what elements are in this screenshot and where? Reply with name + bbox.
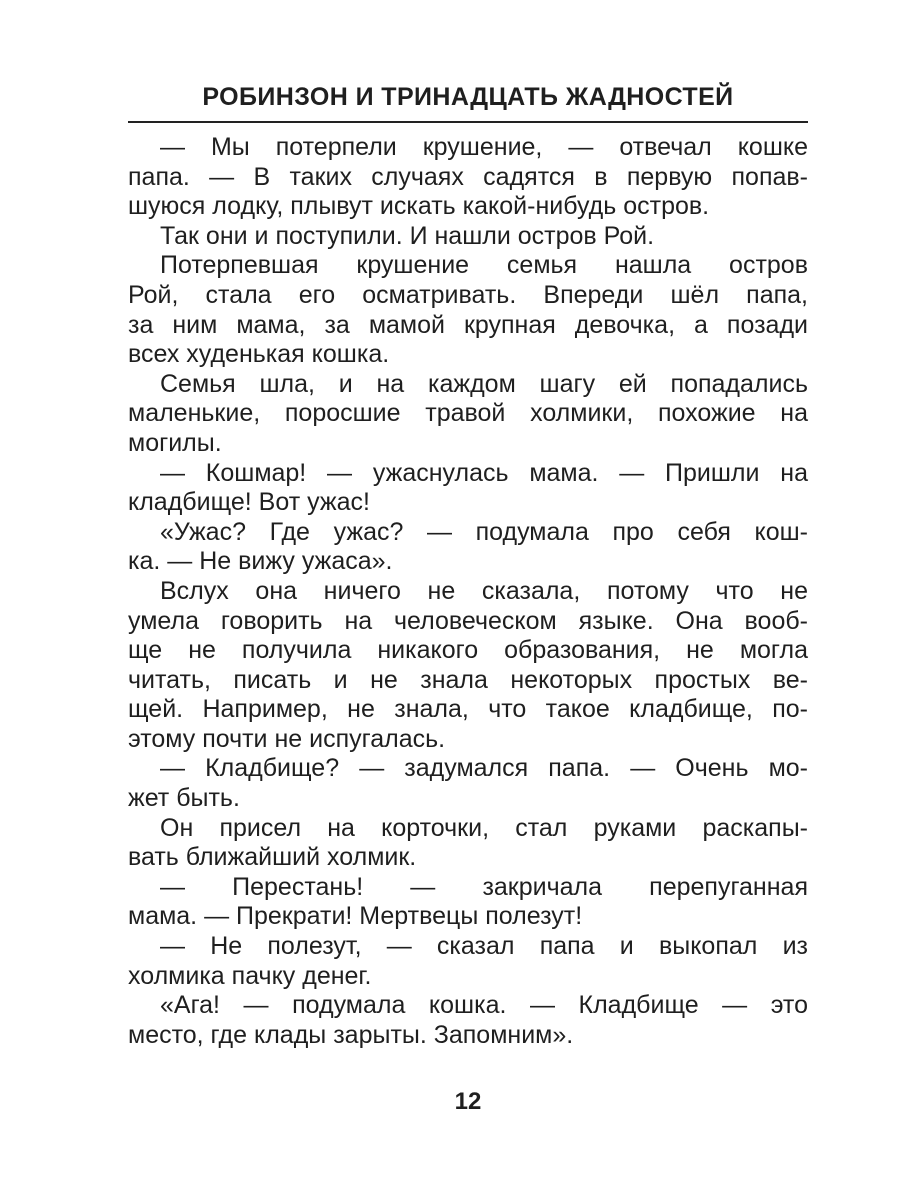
text-line: ще не получила никакого образования, не могла	[128, 636, 808, 665]
text-line: Рой, стала его осматривать. Впереди шёл папа,	[128, 280, 808, 309]
text-line: умела говорить на человеческом языке. Она вооб-	[128, 606, 808, 635]
text-line: — Мы потерпели крушение, — отвечал кошке	[160, 133, 808, 161]
text-line: место, где клады зарыты. Запомним».	[128, 1020, 574, 1049]
text-line: — Кошмар! — ужаснулась мама. — Пришли на	[160, 458, 808, 487]
text-line: мама. — Прекрати! Мертвецы полезут!	[128, 902, 583, 931]
text-line: — Кладбище? — задумался папа. — Очень мо-	[160, 754, 808, 783]
text-line: могилы.	[128, 428, 222, 457]
text-line: кладбище! Вот ужас!	[128, 488, 370, 517]
text-line: «Ужас? Где ужас? — подумала про себя кош-	[160, 517, 808, 546]
header-rule	[128, 121, 808, 123]
text-line: папа. — В таких случаях садятся в первую попав-	[128, 162, 808, 191]
body-text	[128, 133, 808, 1050]
text-line: холмика пачку денег.	[128, 961, 372, 990]
text-line: маленькие, поросшие травой холмики, похожие на	[128, 399, 808, 428]
text-line: этому почти не испугалась.	[128, 724, 446, 753]
text-line: жет быть.	[128, 784, 240, 813]
text-line: — Перестань! — закричала перепуганная	[160, 872, 808, 901]
text-line: — Не полезут, — сказал папа и выкопал из	[160, 932, 808, 961]
text-line: всех худенькая кошка.	[128, 340, 390, 369]
text-line: за ним мама, за мамой крупная девочка, а позади	[128, 310, 808, 339]
text-line: Вслух она ничего не сказала, потому что не	[160, 576, 808, 605]
text-line: ка. — Не вижу ужаса».	[128, 547, 393, 576]
text-line: щей. Например, не знала, что такое кладбище, по-	[128, 695, 808, 724]
running-head: РОБИНЗОН И ТРИНАДЦАТЬ ЖАДНОСТЕЙ	[202, 83, 734, 111]
text-line: Потерпевшая крушение семья нашла остров	[160, 251, 808, 280]
page-number: 12	[454, 1088, 482, 1115]
text-line: шуюся лодку, плывут искать какой-нибудь остров.	[128, 192, 710, 221]
text-line: «Ага! — подумала кошка. — Кладбище — это	[160, 991, 808, 1020]
text-line: вать ближайший холмик.	[128, 843, 417, 872]
text-line: Так они и поступили. И нашли остров Рой.	[160, 221, 655, 250]
text-line: Он присел на корточки, стал руками раскапы-	[160, 813, 808, 842]
text-line: читать, писать и не знала некоторых простых ве-	[128, 665, 808, 694]
text-line: Семья шла, и на каждом шагу ей попадались	[160, 369, 808, 398]
